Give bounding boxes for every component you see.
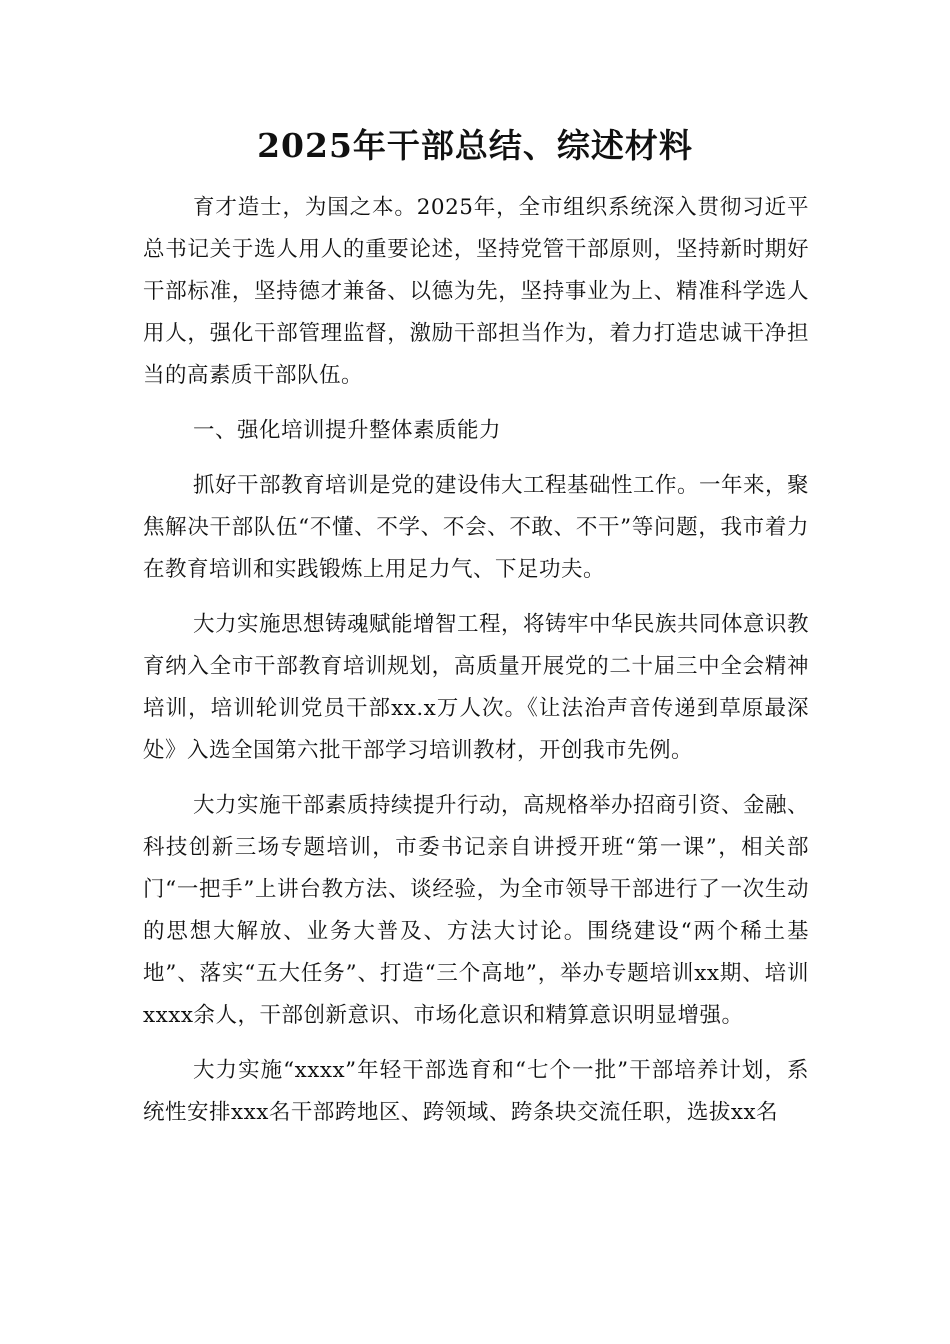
section-heading: 一、强化培训提升整体素质能力 [193, 418, 502, 443]
body-paragraph: 大力实施“xxxx”年轻干部选育和“七个一批”干部培养计划，系统性安排xxx名干部跨地区、跨领域、跨条块交流任职，选拔xx名 [143, 1058, 809, 1125]
document-body [143, 187, 809, 1147]
body-paragraph: 抓好干部教育培训是党的建设伟大工程基础性工作。一年来，聚焦解决干部队伍“不懂、不学、不会、不敢、不干”等问题，我市着力在教育培训和实践锻炼上用足力气、下足功夫。 [143, 473, 810, 582]
intro-paragraph: 育才造士，为国之本。2025年，全市组织系统深入贯彻习近平总书记关于选人用人的重要论述，坚持党管干部原则，坚持新时期好干部标准，坚持德才兼备、以德为先，坚持事业为上、精准科学选人用人，强化干部管理监督，激励干部担当作为，着力打造忠诚干净担当的高素质干部队伍。 [143, 195, 809, 388]
document-title: 2025年干部总结、综述材料 [257, 126, 693, 165]
body-paragraph: 大力实施干部素质持续提升行动，高规格举办招商引资、金融、科技创新三场专题培训，市委书记亲自讲授开班“第一课”，相关部门“一把手”上讲台教方法、谈经验，为全市领导干部进行了一次生动的思想大解放、业务大普及、方法大讨论。围绕建设“两个稀土基地”、落实“五大任务”、打造“三个高地”，举办专题培训xx期、培训xxxx余人，干部创新意识、市场化意识和精算意识明显增强。 [143, 793, 810, 1028]
body-paragraph: 大力实施思想铸魂赋能增智工程，将铸牢中华民族共同体意识教育纳入全市干部教育培训规划，高质量开展党的二十届三中全会精神培训，培训轮训党员干部xx.x万人次。《让法治声音传递到草原最深处》入选全国第六批干部学习培训教材，开创我市先例。 [143, 612, 810, 763]
